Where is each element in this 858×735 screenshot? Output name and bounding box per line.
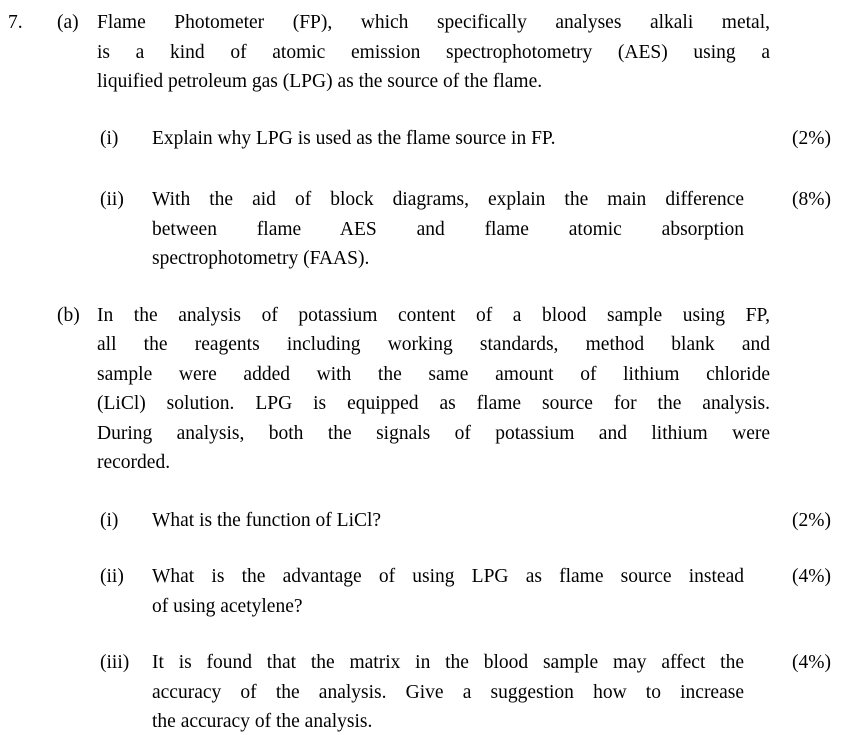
intro-line: sample were added with the same amount of lithium chloride: [97, 363, 770, 385]
subitem-b-ii-text: [152, 562, 744, 621]
subitem-b-iii: [100, 648, 854, 735]
subitem-line: What is the advantage of using LPG as flame source instead: [152, 566, 744, 587]
subitem-a-ii-text: [152, 185, 744, 274]
subitem-line: It is found that the matrix in the blood sample may affect the: [152, 652, 744, 673]
mark-label: (8%): [792, 189, 831, 210]
subitem-b-ii-label: (ii): [100, 566, 124, 587]
mark-label: (2%): [792, 509, 831, 531]
subitem-line: spectrophotometry (FAAS).: [152, 248, 370, 269]
question-number: 7.: [8, 12, 23, 33]
subitem-b-iii-text: [152, 648, 744, 735]
intro-line: During analysis, both the signals of potassium and lithium were: [97, 422, 770, 444]
part-b-intro: [97, 301, 770, 478]
part-a-row: [8, 8, 854, 97]
intro-line: Flame Photometer (FP), which specifically analyses alkali metal,: [97, 12, 770, 33]
subitem-b-i: [100, 506, 854, 536]
subitem-a-i-label: (i): [100, 127, 119, 149]
part-a-label: (a): [57, 12, 79, 33]
subitem-line: the accuracy of the analysis.: [152, 711, 373, 732]
subitem-line: What is the function of LiCl?: [152, 509, 382, 531]
intro-line: In the analysis of potassium content of a blood sample using FP,: [97, 304, 770, 326]
subitem-b-i-label: (i): [100, 509, 119, 531]
intro-line: recorded.: [97, 452, 171, 473]
part-a-intro: [97, 8, 770, 97]
subitem-b-ii: [100, 562, 854, 621]
subitem-a-ii: [100, 185, 854, 274]
subitem-b-iii-label: (iii): [100, 652, 130, 673]
intro-line: is a kind of atomic emission spectrophotometry (AES) using a: [97, 41, 770, 63]
subitem-a-ii-label: (ii): [100, 189, 124, 210]
subitem-line: accuracy of the analysis. Give a suggestion how to increase: [152, 681, 744, 703]
subitem-a-i: [100, 124, 854, 154]
mark-label: (4%): [792, 652, 831, 673]
subitem-line: between flame AES and flame atomic absorption: [152, 218, 744, 240]
mark-label: (4%): [792, 566, 831, 587]
mark-label: (2%): [792, 127, 831, 149]
intro-line: (LiCl) solution. LPG is equipped as flame source for the analysis.: [97, 393, 770, 414]
subitem-line: of using acetylene?: [152, 595, 303, 617]
part-b-row: [8, 301, 854, 478]
intro-line: all the reagents including working standards, method blank and: [97, 334, 770, 355]
subitem-b-i-text: [152, 506, 744, 536]
subitem-a-i-text: [152, 124, 744, 154]
intro-line: liquified petroleum gas (LPG) as the source of the flame.: [97, 71, 543, 92]
subitem-line: With the aid of block diagrams, explain the main difference: [152, 189, 744, 210]
question-number-spacer: [8, 301, 57, 331]
part-b-label: (b): [57, 304, 80, 326]
subitem-line: Explain why LPG is used as the flame source in FP.: [152, 127, 556, 149]
